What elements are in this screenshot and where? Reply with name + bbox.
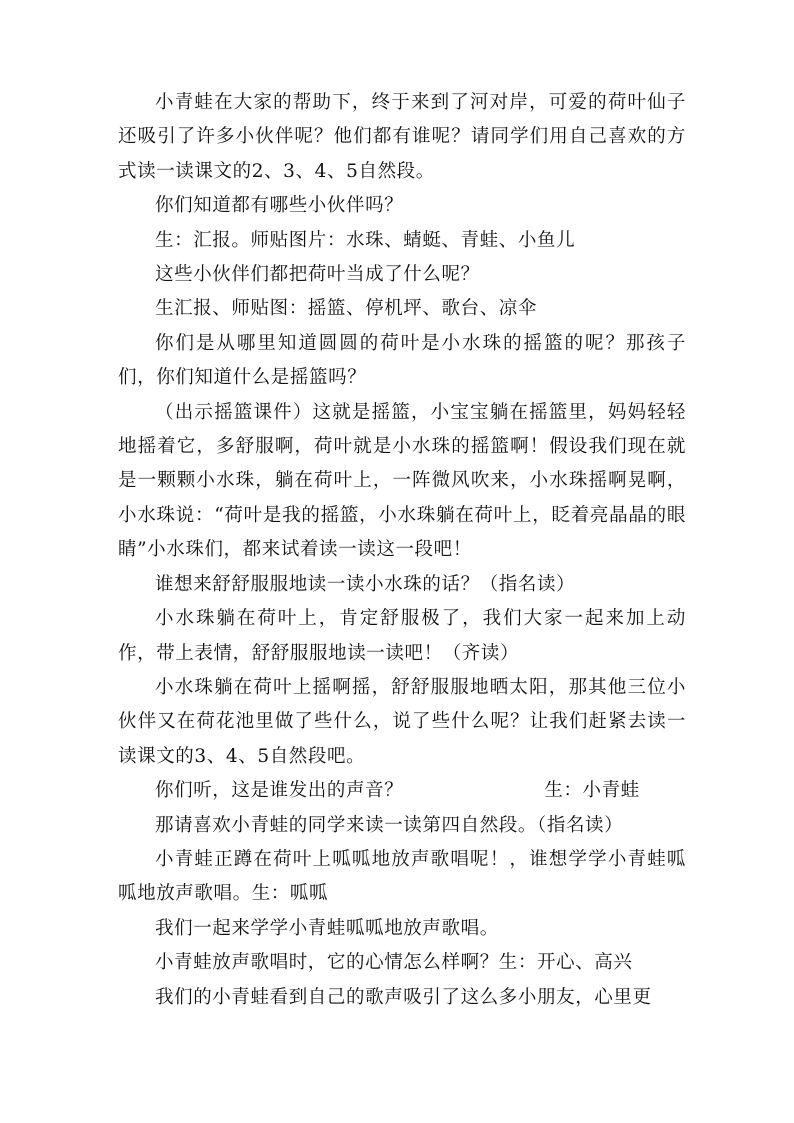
paragraph-student-report: 生：汇报。师贴图片：水珠、蜻蜓、青蛙、小鱼儿 bbox=[155, 229, 576, 251]
paragraph-question-lotus: 这些小伙伴们都把荷叶当成了什么呢？ bbox=[155, 264, 480, 286]
paragraph-intro: 小青蛙在大家的帮助下，终于来到了河对岸，可爱的荷叶仙子还吸引了许多小伙伴呢？他们都有谁呢？请同学们用自己喜欢的方式读一读课文的2、3、4、5自然段。 bbox=[118, 92, 686, 182]
paragraph-question-partners: 你们知道都有哪些小伙伴吗？ bbox=[155, 195, 404, 217]
paragraph-cradle-question: 你们是从哪里知道圆圆的荷叶是小水珠的摇篮的呢？那孩子们，你们知道什么是摇篮吗？ bbox=[118, 332, 686, 389]
paragraph-read-together: 小水珠躺在荷叶上，肯定舒服极了，我们大家一起来加上动作，带上表情，舒舒服服地读一读吧！（齐读） bbox=[118, 608, 686, 664]
paragraph-read-aloud: 谁想来舒舒服服地读一读小水珠的话？（指名读） bbox=[155, 573, 576, 595]
paragraph-learn-singing: 我们一起来学学小青蛙呱呱地放声歌唱。 bbox=[155, 917, 499, 939]
paragraph-frog-singing: 小青蛙正蹲在荷叶上呱呱地放声歌唱呢！，谁想学学小青蛙呱呱地放声歌唱。生：呱呱 bbox=[118, 848, 686, 905]
paragraph-frog-reading: 那请喜欢小青蛙的同学来读一读第四自然段。（指名读） bbox=[155, 814, 624, 836]
paragraph-cradle-explanation: （出示摇篮课件）这就是摇篮，小宝宝躺在摇篮里，妈妈轻轻地摇着它，多舒服啊，荷叶就是小水珠的摇篮啊！假设我们现在就是一颗颗小水珠，躺在荷叶上，一阵微风吹来，小水珠摇啊晃啊，小水珠说：“荷叶是我的摇篮，小水珠躺在荷叶上，眨着亮晶晶的眼睛”小水珠们，都来试着读一读这一段吧！ bbox=[118, 401, 686, 561]
question-gap bbox=[403, 774, 507, 808]
question-text: 你们听，这是谁发出的声音？ bbox=[155, 780, 404, 802]
answer-text: 生：小青蛙 bbox=[544, 780, 640, 802]
paragraph-other-partners: 小水珠躺在荷叶上摇啊摇，舒舒服服地晒太阳，那其他三位小伙伴又在荷花池里做了些什么，说了些什么呢？让我们赶紧去读一读课文的3、4、5自然段吧。 bbox=[118, 676, 686, 767]
paragraph-frog-mood: 小青蛙放声歌唱时，它的心情怎么样啊？生：开心、高兴 bbox=[155, 952, 633, 974]
paragraph-teacher-pictures: 生汇报、师贴图：摇篮、停机坪、歌台、凉伞 bbox=[155, 298, 538, 320]
paragraph-frog-happy: 我们的小青蛙看到自己的歌声吸引了这么多小朋友，心里更 bbox=[155, 986, 652, 1008]
document-body bbox=[118, 86, 686, 1015]
paragraph-question-line bbox=[118, 774, 686, 808]
